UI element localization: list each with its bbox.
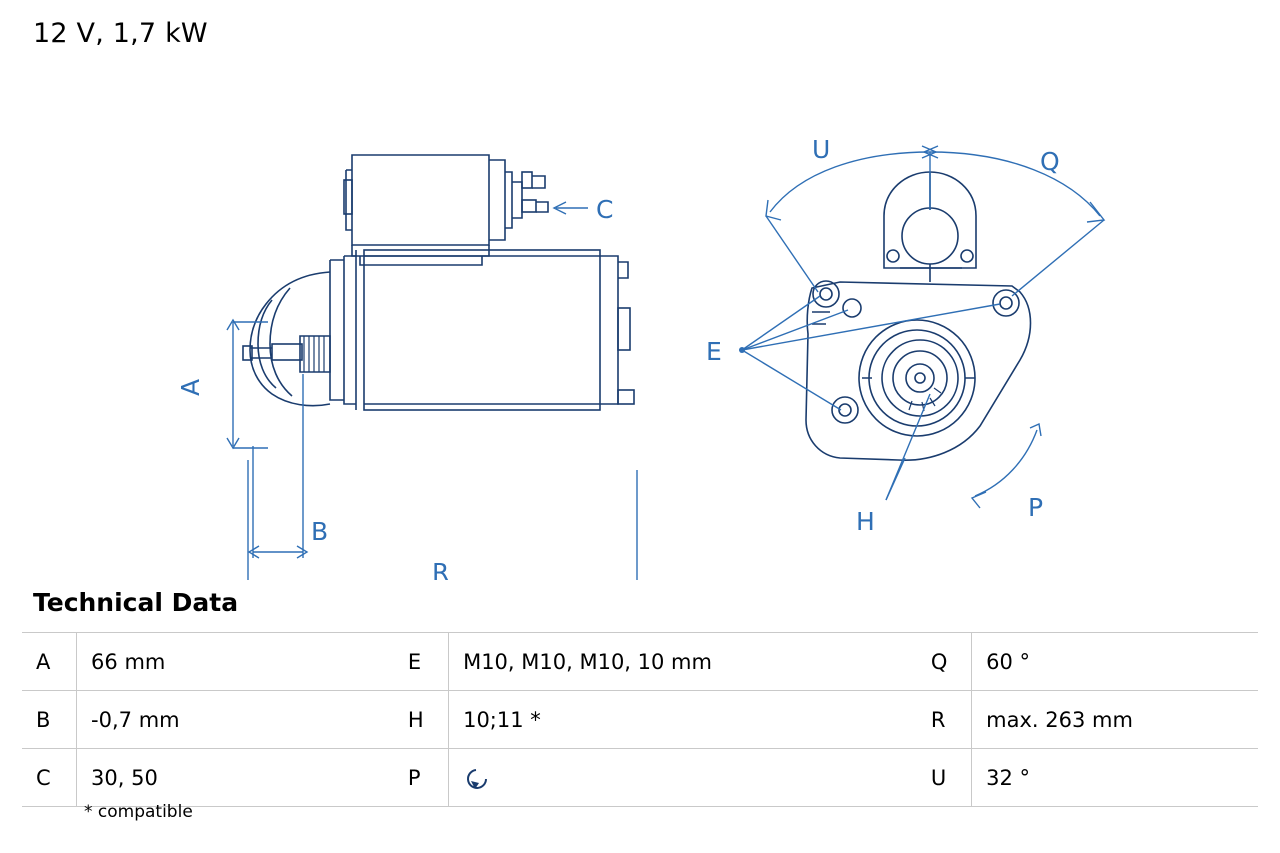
dimension-label-b: B — [311, 517, 329, 546]
row-key-a: A — [22, 633, 77, 691]
page-title: 12 V, 1,7 kW — [33, 18, 208, 49]
dimension-label-q: Q — [1040, 147, 1060, 176]
row-key-p: P — [394, 749, 449, 807]
front-view-drawing — [706, 135, 1104, 536]
row-key-b: B — [22, 691, 77, 749]
table-row — [22, 691, 1258, 749]
row-key-h: H — [394, 691, 449, 749]
row-key-u: U — [917, 749, 972, 807]
dimension-label-e: E — [706, 337, 722, 366]
dimension-label-h: H — [856, 507, 875, 536]
row-value-u: 32 ° — [972, 749, 1258, 807]
table-row — [22, 633, 1258, 691]
dimension-label-u: U — [812, 135, 831, 164]
leader-c — [554, 202, 588, 214]
technical-data-table — [22, 632, 1258, 807]
row-value-p — [449, 749, 917, 807]
row-key-e: E — [394, 633, 449, 691]
technical-drawing — [0, 60, 1280, 580]
angle-u — [766, 146, 936, 292]
row-value-q: 60 ° — [972, 633, 1258, 691]
dimension-label-c: C — [596, 195, 614, 224]
dimension-label-p: P — [1028, 493, 1044, 522]
technical-data-heading: Technical Data — [33, 588, 239, 617]
angle-q — [924, 146, 1104, 296]
row-value-h: 10;11 * — [449, 691, 917, 749]
row-value-c: 30, 50 — [77, 749, 394, 807]
dimension-label-a: A — [176, 378, 205, 396]
dimension-a — [227, 320, 320, 448]
table-row — [22, 749, 1258, 807]
side-view-drawing — [176, 155, 639, 580]
row-value-b: -0,7 mm — [77, 691, 394, 749]
leader-h — [886, 394, 930, 500]
row-key-q: Q — [917, 633, 972, 691]
leader-e — [739, 296, 1000, 410]
dimension-label-r: R — [432, 558, 450, 580]
rotation-clockwise-icon — [463, 764, 493, 792]
dimension-b — [249, 374, 307, 558]
row-value-r: max. 263 mm — [972, 691, 1258, 749]
table-footnote: * compatible — [84, 802, 193, 822]
row-value-a: 66 mm — [77, 633, 394, 691]
row-key-c: C — [22, 749, 77, 807]
row-value-e: M10, M10, M10, 10 mm — [449, 633, 917, 691]
row-key-r: R — [917, 691, 972, 749]
